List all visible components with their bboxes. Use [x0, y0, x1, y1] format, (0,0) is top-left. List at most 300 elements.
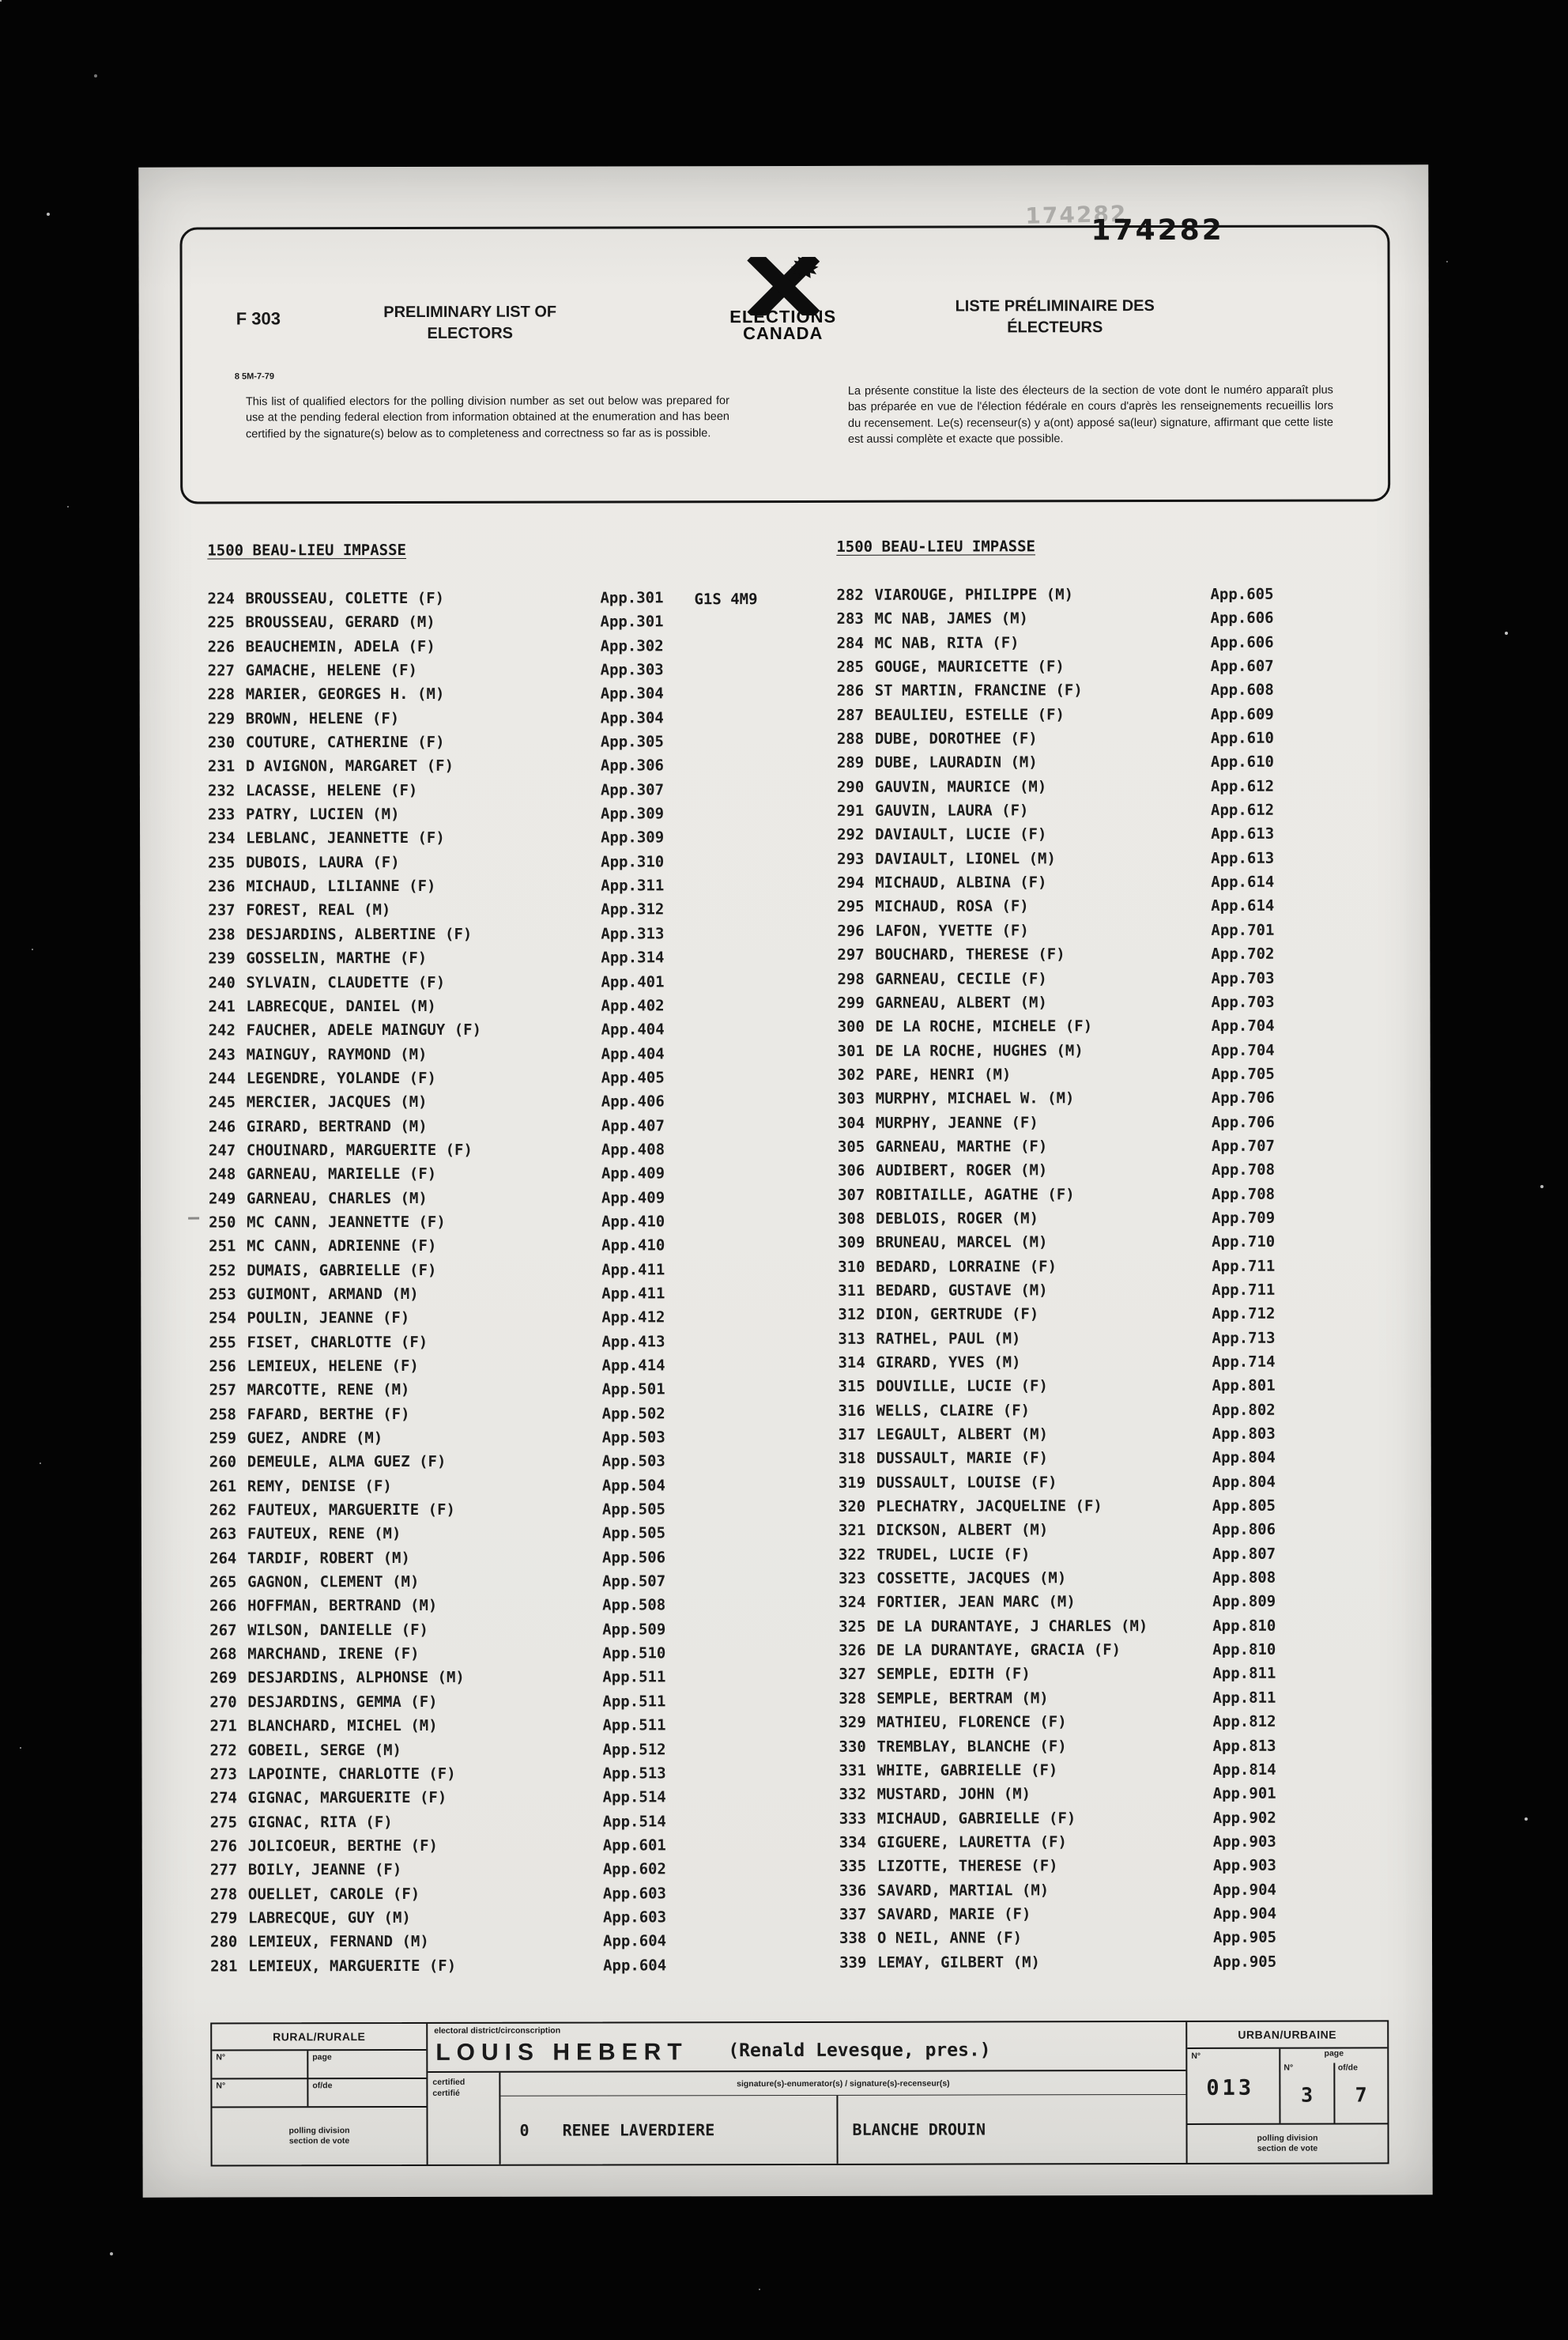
elector-apartment: App.603: [602, 1908, 667, 1927]
elector-row: [209, 1716, 763, 1742]
district-note: (Renald Levesque, pres.): [728, 2040, 991, 2062]
elector-apartment: App.807: [1212, 1545, 1276, 1563]
elector-apartment: App.303: [600, 661, 664, 679]
elector-number: 291: [836, 802, 865, 820]
elector-row: [209, 1524, 763, 1549]
elector-number: 269: [209, 1669, 237, 1687]
urban-page-total: 7: [1355, 2083, 1367, 2107]
elector-row: [837, 874, 1390, 899]
recenseur-signature: BLANCHE DROUIN: [852, 2119, 986, 2139]
elector-number: 310: [838, 1258, 865, 1276]
elector-name: PARE, HENRI (M): [875, 1066, 1012, 1084]
elector-number: 255: [209, 1334, 236, 1352]
elector-row: [209, 1117, 762, 1142]
elector-apartment: App.901: [1212, 1784, 1276, 1803]
elector-number: 264: [209, 1549, 237, 1568]
elector-name: BRUNEAU, MARCEL (M): [876, 1233, 1048, 1252]
elector-apartment: App.814: [1212, 1761, 1276, 1779]
elector-apartment: App.811: [1212, 1689, 1276, 1707]
elector-name: ST MARTIN, FRANCINE (F): [874, 681, 1083, 700]
form-header-box: [179, 225, 1390, 504]
elector-apartment: App.511: [602, 1668, 666, 1686]
elector-name: GAUVIN, MAURICE (M): [874, 778, 1047, 796]
elector-apartment: App.710: [1212, 1232, 1276, 1251]
elector-row: [838, 1017, 1391, 1043]
elector-number: 334: [839, 1833, 867, 1851]
elector-number: 327: [839, 1666, 866, 1684]
urban-polling-number: 013: [1206, 2075, 1255, 2100]
elector-name: GOBEIL, SERGE (M): [247, 1741, 401, 1759]
elector-name: AUDIBERT, ROGER (M): [875, 1161, 1048, 1180]
elector-row: [838, 1065, 1391, 1090]
elector-name: DESJARDINS, ALBERTINE (F): [246, 925, 473, 944]
urban-title: URBAN/URBAINE: [1187, 2021, 1387, 2049]
elector-apartment: App.803: [1212, 1425, 1276, 1443]
elector-row: [209, 1021, 762, 1046]
elector-number: 250: [209, 1213, 236, 1232]
elector-row: [839, 1473, 1392, 1498]
elector-name: DUSSAULT, LOUISE (F): [876, 1474, 1057, 1492]
elector-name: GAGNON, CLEMENT (M): [247, 1573, 420, 1591]
elector-number: 224: [207, 590, 235, 608]
elector-name: LAPOINTE, CHARLOTTE (F): [247, 1764, 456, 1783]
elector-row: [208, 949, 761, 974]
elector-apartment: App.711: [1212, 1281, 1276, 1299]
urban-no-label: N°: [1191, 2051, 1201, 2061]
elector-number: 314: [838, 1353, 865, 1372]
rural-ofde-label: of/de: [312, 2081, 333, 2091]
elector-row: [839, 1425, 1392, 1450]
elector-name: LABRECQUE, GUY (M): [247, 1908, 411, 1927]
elector-row: [209, 1549, 763, 1574]
logo-word-elections: ELECTIONS: [729, 306, 837, 327]
elector-number: 239: [208, 949, 236, 968]
elector-name: DUBOIS, LAURA (F): [246, 853, 400, 872]
elector-row: [839, 1809, 1393, 1834]
elector-apartment: App.414: [601, 1357, 665, 1375]
district-label: electoral district/circonscription: [434, 2025, 561, 2036]
elector-number: 242: [208, 1021, 236, 1040]
urban-page-of-cell: [1335, 2063, 1388, 2123]
elector-row: [838, 1257, 1391, 1282]
elector-name: FORTIER, JEAN MARC (M): [876, 1593, 1076, 1612]
elector-apartment: App.511: [602, 1716, 666, 1734]
elector-row: [208, 805, 761, 830]
elector-name: SEMPLE, EDITH (F): [876, 1665, 1031, 1684]
elector-column-right: [836, 585, 1393, 1977]
elector-apartment: App.802: [1212, 1401, 1276, 1419]
scan-dust-specks: [0, 0, 2, 2]
elector-name: SEMPLE, BERTRAM (M): [876, 1689, 1049, 1708]
elector-number: 262: [209, 1501, 237, 1519]
elector-row: [207, 613, 760, 638]
elector-name: WELLS, CLAIRE (F): [876, 1402, 1031, 1420]
elector-number: 317: [838, 1425, 866, 1444]
elector-apartment: App.704: [1211, 1041, 1275, 1059]
elector-number: 339: [839, 1953, 867, 1972]
certified-label-fr: certifié: [432, 2088, 460, 2098]
elector-apartment: App.310: [601, 853, 665, 871]
elector-number: 266: [209, 1597, 237, 1615]
elector-name: WHITE, GABRIELLE (F): [876, 1761, 1058, 1780]
elector-apartment: App.501: [601, 1380, 665, 1398]
elector-apartment: App.505: [601, 1524, 666, 1542]
elector-row: [209, 1380, 763, 1406]
elector-number: 252: [209, 1262, 236, 1280]
elector-row: [210, 1957, 763, 1982]
intro-paragraph-english: This list of qualified electors for the polling division number as set out below was prepared for use at the pending federal election from information obtained at the enumeration and has been certified by the signature(s) below as to completeness and correctness so far as is possible.: [245, 394, 729, 441]
elector-row: [208, 781, 761, 806]
elector-number: 237: [208, 901, 236, 919]
elector-name: GIGNAC, RITA (F): [247, 1813, 393, 1831]
elector-apartment: App.706: [1211, 1089, 1275, 1108]
elector-row: [839, 1593, 1392, 1618]
elector-number: 322: [838, 1546, 866, 1564]
urban-page-label: page: [1324, 2048, 1344, 2059]
elector-apartment: App.706: [1211, 1113, 1275, 1131]
elector-apartment: App.510: [602, 1644, 666, 1663]
elections-canada-logo: [657, 257, 910, 342]
elector-apartment: App.804: [1212, 1473, 1276, 1491]
elector-apartment: App.613: [1211, 849, 1275, 867]
elector-row: [838, 1281, 1391, 1306]
elector-name: MICHAUD, ALBINA (F): [875, 874, 1047, 892]
elector-apartment: App.607: [1210, 657, 1274, 675]
section-de-vote-line: section de vote: [1257, 2143, 1318, 2153]
elector-number: 226: [207, 638, 235, 656]
signatures-area: [500, 2071, 1185, 2164]
elector-row: [837, 897, 1390, 923]
elector-number: 294: [837, 874, 865, 892]
elector-apartment: App.711: [1212, 1257, 1276, 1275]
elector-number: 228: [207, 685, 236, 704]
elector-number: 275: [209, 1813, 238, 1832]
elector-number: 273: [209, 1765, 237, 1783]
elector-row: [209, 1429, 763, 1454]
elector-apartment: App.810: [1212, 1640, 1276, 1659]
elector-number: 329: [839, 1713, 866, 1732]
elector-name: DAVIAULT, LIONEL (M): [875, 850, 1056, 868]
elector-apartment: App.703: [1211, 969, 1275, 987]
elector-row: [209, 1045, 762, 1070]
elector-name: LEMAY, GILBERT (M): [877, 1953, 1040, 1972]
elector-row: [209, 1164, 762, 1190]
elector-row: [837, 657, 1390, 682]
elector-number: 312: [838, 1306, 865, 1324]
elector-name: GARNEAU, CECILE (F): [875, 969, 1047, 988]
elector-number: 232: [207, 782, 236, 800]
elector-name: MARCHAND, IRENE (F): [247, 1645, 420, 1663]
elector-row: [208, 733, 761, 758]
elector-apartment: App.606: [1210, 633, 1274, 651]
elector-number: 297: [837, 945, 865, 964]
postal-code: G1S 4M9: [694, 591, 758, 609]
elector-row: [210, 1764, 763, 1790]
elector-name: GIRARD, YVES (M): [876, 1353, 1021, 1372]
elector-name: LEMIEUX, FERNAND (M): [247, 1933, 429, 1951]
elector-name: WILSON, DANIELLE (F): [247, 1621, 428, 1640]
elector-row: [209, 1308, 762, 1334]
elector-name: HOFFMAN, BERTRAND (M): [247, 1597, 438, 1615]
elector-name: BROUSSEAU, GERARD (M): [245, 613, 435, 632]
elector-number: 240: [208, 973, 236, 992]
elector-name: ROBITAILLE, AGATHE (F): [876, 1185, 1075, 1204]
elector-apartment: App.406: [601, 1093, 665, 1111]
elector-apartment: App.304: [600, 685, 664, 703]
elector-apartment: App.503: [601, 1429, 665, 1447]
urban-page-columns: [1280, 2063, 1387, 2123]
scanned-page: [138, 164, 1432, 2197]
elector-row: [209, 1357, 762, 1382]
elector-number: 319: [838, 1474, 866, 1492]
elector-row: [208, 709, 761, 734]
elector-apartment: App.513: [602, 1764, 666, 1783]
urban-page-no-cell: [1280, 2063, 1335, 2123]
elector-apartment: App.612: [1210, 801, 1275, 819]
elector-number: 265: [209, 1573, 237, 1591]
elector-row: [209, 1141, 762, 1166]
elector-number: 306: [837, 1162, 865, 1180]
elector-row: [209, 997, 762, 1022]
elector-row: [837, 801, 1390, 826]
elector-apartment: App.705: [1211, 1065, 1275, 1083]
elector-row: [208, 901, 761, 927]
elector-name: LACASSE, HELENE (F): [245, 781, 418, 800]
elector-row: [209, 1572, 763, 1598]
elector-row: [837, 825, 1390, 851]
elector-name: BOUCHARD, THERESE (F): [875, 945, 1065, 964]
elector-number: 300: [837, 1017, 865, 1036]
district-name: LOUIS HEBERT: [435, 2039, 688, 2066]
elector-number: 299: [837, 994, 865, 1012]
elector-column-left: [207, 589, 763, 1981]
elector-apartment: App.307: [600, 781, 665, 799]
elector-row: [839, 1521, 1392, 1546]
elector-name: REMY, DENISE (F): [247, 1477, 392, 1496]
elector-number: 231: [207, 757, 236, 776]
elector-row: [837, 681, 1390, 707]
elector-apartment: App.305: [600, 733, 664, 751]
urban-page-no-label: N°: [1283, 2063, 1294, 2073]
elector-row: [208, 685, 761, 710]
elector-name: FAUCHER, ADELE MAINGUY (F): [246, 1021, 482, 1040]
elector-number: 284: [836, 634, 864, 652]
elector-number: 309: [838, 1234, 865, 1252]
elector-apartment: App.809: [1212, 1593, 1276, 1611]
elector-number: 278: [209, 1885, 238, 1904]
elector-number: 289: [836, 754, 865, 772]
elector-name: BOILY, JEANNE (F): [247, 1861, 402, 1879]
elector-apartment: App.407: [601, 1116, 665, 1135]
elector-name: MICHAUD, LILIANNE (F): [246, 878, 436, 896]
elector-number: 292: [837, 826, 865, 844]
elector-name: GARNEAU, MARTHE (F): [875, 1138, 1048, 1156]
elector-apartment: App.405: [601, 1069, 665, 1087]
elector-name: MICHAUD, GABRIELLE (F): [876, 1809, 1076, 1828]
elector-apartment: App.603: [602, 1884, 666, 1903]
elector-number: 229: [207, 710, 236, 728]
elector-number: 238: [208, 926, 236, 944]
form-title-english: PRELIMINARY LIST OF ELECTORS: [383, 303, 557, 342]
elector-name: GAUVIN, LAURA (F): [874, 802, 1029, 820]
elector-name: GOSSELIN, MARTHE (F): [246, 949, 428, 968]
elector-number: 304: [837, 1114, 865, 1132]
elector-name: MICHAUD, ROSA (F): [875, 897, 1029, 916]
elector-number: 257: [209, 1381, 236, 1399]
elector-row: [837, 945, 1390, 971]
elector-name: O NEIL, ANNE (F): [876, 1929, 1023, 1948]
elector-row: [839, 1904, 1393, 1930]
elector-number: 248: [208, 1165, 236, 1183]
elector-row: [836, 610, 1389, 635]
elector-row: [837, 969, 1390, 994]
elector-number: 274: [209, 1789, 237, 1807]
elector-apartment: App.304: [600, 709, 664, 727]
elector-name: MC CANN, ADRIENNE (F): [247, 1237, 437, 1255]
elector-row: [210, 1932, 763, 1957]
elector-row: [839, 1761, 1393, 1786]
elector-name: MC NAB, JAMES (M): [874, 610, 1029, 628]
elector-number: 276: [209, 1837, 238, 1855]
urban-polling-division-label: [1188, 2124, 1388, 2163]
elector-number: 336: [839, 1881, 867, 1900]
elector-number: 244: [208, 1070, 236, 1088]
urban-number-area: [1187, 2048, 1387, 2125]
elector-apartment: App.613: [1211, 825, 1275, 844]
elector-number: 330: [839, 1738, 866, 1756]
elector-apartment: App.411: [601, 1285, 665, 1303]
elector-apartment: App.411: [601, 1260, 665, 1279]
elector-apartment: App.604: [603, 1956, 667, 1975]
elector-apartment: App.506: [601, 1549, 666, 1567]
elector-apartment: App.507: [602, 1572, 666, 1591]
elector-number: 305: [837, 1138, 865, 1156]
serial-stamp-ghost: 174282: [1025, 200, 1128, 229]
elector-apartment: App.401: [601, 972, 665, 991]
elector-row: [838, 1041, 1391, 1066]
elector-row: [208, 853, 761, 878]
elector-number: 234: [208, 829, 236, 847]
elector-number: 335: [839, 1858, 867, 1876]
elector-number: 307: [838, 1186, 865, 1204]
elector-name: DESJARDINS, ALPHONSE (M): [247, 1669, 465, 1687]
elector-name: GARNEAU, MARIELLE (F): [246, 1165, 437, 1183]
elector-row: [210, 1885, 763, 1910]
rural-page-label: page: [308, 2051, 426, 2079]
elector-name: LAFON, YVETTE (F): [875, 922, 1029, 940]
elector-row: [208, 973, 761, 998]
elector-name: D AVIGNON, MARGARET (F): [245, 757, 454, 776]
elector-apartment: App.309: [601, 805, 665, 823]
elector-row: [208, 661, 761, 686]
elector-row: [209, 1693, 763, 1718]
elector-number: 233: [208, 806, 236, 824]
elector-row: [838, 1305, 1391, 1330]
elector-name: MARIER, GEORGES H. (M): [245, 685, 445, 704]
elector-number: 247: [208, 1142, 236, 1160]
elector-name: TARDIF, ROBERT (M): [247, 1549, 410, 1568]
elector-row: [838, 1353, 1391, 1378]
elector-row: [208, 829, 761, 855]
elector-name: LEMIEUX, MARGUERITE (F): [248, 1957, 457, 1976]
elector-apartment: App.602: [602, 1860, 666, 1878]
elector-row: [839, 1881, 1393, 1906]
elector-name: MC NAB, RITA (F): [874, 634, 1020, 652]
elector-number: 230: [207, 734, 236, 752]
elector-number: 283: [836, 610, 864, 628]
elector-apartment: App.904: [1212, 1904, 1277, 1923]
elector-row: [207, 589, 760, 614]
rural-title: RURAL/RURALE: [212, 2024, 426, 2051]
elector-row: [209, 1500, 763, 1526]
elector-apartment: App.512: [602, 1740, 666, 1758]
elector-apartment: App.514: [602, 1812, 666, 1831]
elector-apartment: App.614: [1211, 873, 1275, 891]
elector-number: 279: [209, 1909, 238, 1927]
urban-ofde-label: of/de: [1337, 2063, 1358, 2073]
rural-no-label-2: N°: [212, 2079, 308, 2106]
elector-name: VIAROUGE, PHILIPPE (M): [874, 586, 1074, 604]
elector-name: DE LA ROCHE, HUGHES (M): [875, 1041, 1084, 1060]
elector-number: 323: [839, 1569, 866, 1587]
elector-row: [210, 1860, 763, 1885]
elector-name: DION, GERTRUDE (F): [876, 1305, 1039, 1324]
elector-number: 260: [209, 1453, 237, 1471]
elector-name: MERCIER, JACQUES (M): [246, 1093, 428, 1112]
elector-number: 282: [836, 586, 864, 604]
elector-apartment: App.904: [1212, 1881, 1276, 1899]
elector-name: DAVIAULT, LUCIE (F): [875, 825, 1047, 844]
elector-apartment: App.502: [601, 1405, 665, 1423]
elector-name: FAUTEUX, RENE (M): [247, 1525, 401, 1543]
elector-apartment: App.709: [1212, 1209, 1276, 1227]
elector-apartment: App.707: [1211, 1137, 1276, 1155]
elector-apartment: App.301: [600, 613, 664, 631]
elector-name: GOUGE, MAURICETTE (F): [874, 658, 1065, 676]
rural-polling-division-label: [212, 2108, 426, 2165]
elector-apartment: App.410: [601, 1213, 665, 1231]
elector-row: [839, 1377, 1392, 1402]
elector-apartment: App.511: [602, 1693, 666, 1711]
elector-row: [839, 1568, 1392, 1594]
elector-apartment: App.810: [1212, 1617, 1276, 1635]
elector-name: MATHIEU, FLORENCE (F): [876, 1713, 1067, 1731]
elector-apartment: App.805: [1212, 1496, 1276, 1515]
elector-row: [210, 1836, 763, 1862]
elector-number: 324: [839, 1594, 866, 1612]
elector-name: GIRARD, BERTRAND (M): [246, 1117, 428, 1135]
elector-row: [838, 1329, 1391, 1354]
polling-division-line: polling division: [288, 2126, 350, 2136]
elector-name: MURPHY, JEANNE (F): [875, 1113, 1038, 1132]
elector-name: DESJARDINS, GEMMA (F): [247, 1693, 438, 1712]
elector-apartment: App.612: [1210, 777, 1275, 795]
elector-apartment: App.312: [601, 900, 665, 919]
elector-row: [209, 1596, 763, 1621]
elector-name: GARNEAU, ALBERT (M): [875, 994, 1047, 1012]
elector-number: 296: [837, 922, 865, 940]
elector-apartment: App.610: [1210, 753, 1274, 772]
elector-row: [839, 1449, 1392, 1474]
elector-name: LABRECQUE, DANIEL (M): [246, 997, 436, 1016]
elector-name: SAVARD, MARIE (F): [876, 1905, 1031, 1923]
logo-word-canada: CANADA: [743, 323, 824, 344]
elector-name: DE LA ROCHE, MICHELE (F): [875, 1017, 1093, 1036]
elector-apartment: App.605: [1210, 585, 1274, 603]
elector-row: [839, 1857, 1393, 1882]
elector-number: 271: [209, 1717, 237, 1735]
elector-apartment: App.302: [600, 637, 664, 655]
